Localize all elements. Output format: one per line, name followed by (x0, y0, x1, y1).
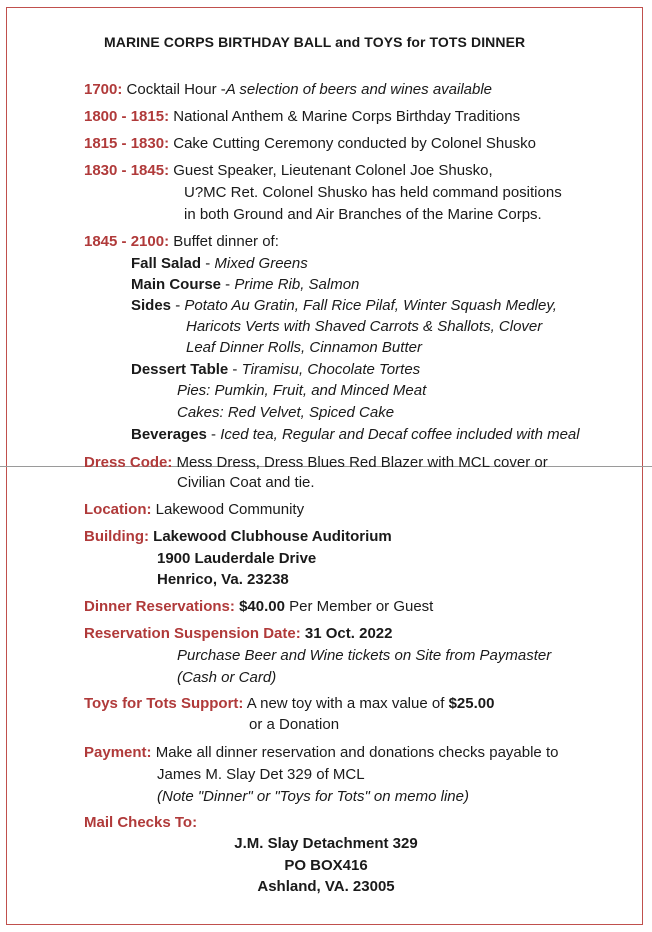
dress-code-value: Mess Dress, Dress Blues Red Blazer with MCL cover or (176, 454, 548, 471)
schedule-buffet (84, 232, 279, 251)
speaker-line-2: U?MC Ret. Colonel Shusko has held command positions (184, 184, 562, 201)
building-label: Building: (84, 528, 149, 545)
location-value: Lakewood Community (155, 501, 305, 518)
menu-separator: - (171, 297, 185, 314)
menu-label: Sides (131, 297, 172, 314)
menu-dessert-cakes: Cakes: Red Velvet, Spiced Cake (177, 404, 395, 421)
schedule-note: A selection of beers and wines available (225, 81, 493, 98)
payment-text: Make all dinner reservation and donations checks payable to (155, 744, 559, 761)
menu-items: Mixed Greens (214, 255, 308, 272)
reservations-amount: $40.00 (239, 598, 285, 615)
schedule-time: 1845 - 2100: (84, 233, 170, 250)
speaker-line-3: in both Ground and Air Branches of the Marine Corps. (184, 206, 542, 223)
payment-label: Payment: (84, 744, 152, 761)
menu-label: Fall Salad (131, 255, 202, 272)
reservations-label: Dinner Reservations: (84, 598, 235, 615)
reservation-suspension (84, 624, 392, 643)
building-name: Lakewood Clubhouse Auditorium (153, 528, 392, 545)
mail-address-line-3: Ashland, VA. 23005 (257, 878, 395, 895)
menu-separator: - (221, 276, 235, 293)
location-label: Location: (84, 501, 152, 518)
menu-separator: - (206, 426, 221, 443)
dress-code-line-2: Civilian Coat and tie. (177, 474, 315, 491)
suspension-label: Reservation Suspension Date: (84, 625, 301, 642)
payment-memo-note: (Note "Dinner" or "Toys for Tots" on memo line) (157, 788, 469, 805)
payment-payee: James M. Slay Det 329 of MCL (157, 766, 365, 783)
menu-items: Iced tea, Regular and Decaf coffee included with meal (220, 426, 580, 443)
schedule-text: Guest Speaker, Lieutenant Colonel Joe Shusko, (173, 162, 493, 179)
schedule-cocktail-hour (84, 80, 492, 99)
schedule-text: Cake Cutting Ceremony conducted by Colonel Shusko (173, 135, 536, 152)
menu-separator: - (228, 361, 242, 378)
toys-line-2: or a Donation (249, 716, 340, 733)
dress-code-label: Dress Code: (84, 454, 173, 471)
schedule-anthem (84, 107, 520, 126)
menu-beverages (131, 425, 580, 444)
schedule-text: Cocktail Hour - (126, 81, 226, 98)
menu-items: Potato Au Gratin, Fall Rice Pilaf, Winter Squash Medley, (184, 297, 557, 314)
page-title: MARINE CORPS BIRTHDAY BALL and TOYS for TOTS DINNER (104, 34, 526, 50)
mail-address-line-1: J.M. Slay Detachment 329 (234, 835, 418, 852)
menu-label: Beverages (131, 426, 207, 443)
building (84, 527, 392, 546)
building-city: Henrico, Va. 23238 (157, 571, 289, 588)
dress-code (84, 453, 548, 472)
menu-dessert-pies: Pies: Pumkin, Fruit, and Minced Meat (177, 382, 427, 399)
menu-sides-line-2: Haricots Verts with Shaved Carrots & Shallots, Clover (186, 318, 543, 335)
menu-items: Prime Rib, Salmon (234, 276, 360, 293)
reservations-text: Per Member or Guest (289, 598, 434, 615)
toys-amount: $25.00 (448, 695, 495, 712)
dinner-reservations (84, 597, 433, 616)
menu-fall-salad (131, 254, 308, 273)
menu-items: Tiramisu, Chocolate Tortes (241, 361, 421, 378)
toys-label: Toys for Tots Support: (84, 695, 244, 712)
mail-checks-label: Mail Checks To: (84, 814, 198, 831)
suspension-note-1: Purchase Beer and Wine tickets on Site from Paymaster (177, 647, 552, 664)
menu-sides (131, 296, 557, 315)
toys-for-tots (84, 694, 494, 713)
payment (84, 743, 558, 762)
toys-text: A new toy with a max value of (246, 695, 445, 712)
menu-sides-line-3: Leaf Dinner Rolls, Cinnamon Butter (186, 339, 422, 356)
menu-label: Dessert Table (131, 361, 229, 378)
menu-separator: - (201, 255, 215, 272)
schedule-cake-cutting (84, 134, 536, 153)
schedule-text: National Anthem & Marine Corps Birthday Traditions (173, 108, 521, 125)
location (84, 500, 304, 519)
mail-address-line-2: PO BOX416 (284, 857, 368, 874)
suspension-date: 31 Oct. 2022 (304, 625, 393, 642)
schedule-time: 1700: (84, 81, 123, 98)
schedule-text: Buffet dinner of: (173, 233, 279, 250)
schedule-time: 1800 - 1815: (84, 108, 170, 125)
menu-main-course (131, 275, 359, 294)
schedule-time: 1830 - 1845: (84, 162, 170, 179)
menu-label: Main Course (131, 276, 222, 293)
building-street: 1900 Lauderdale Drive (157, 550, 317, 567)
schedule-guest-speaker (84, 161, 493, 180)
suspension-note-2: (Cash or Card) (177, 669, 277, 686)
schedule-time: 1815 - 1830: (84, 135, 170, 152)
menu-dessert-table (131, 360, 420, 379)
